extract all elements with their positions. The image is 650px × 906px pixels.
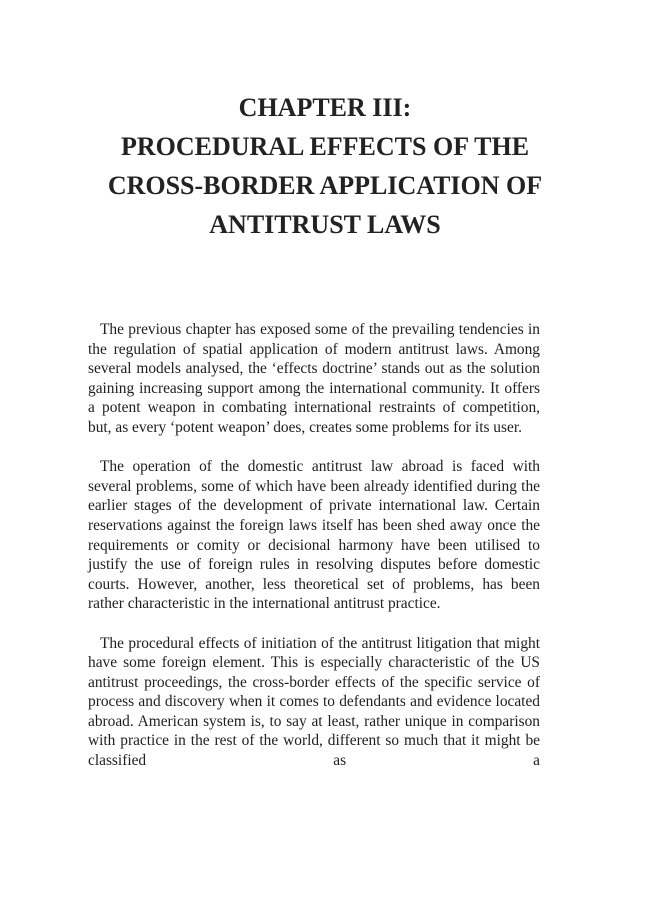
body-text: [88, 320, 540, 771]
chapter-title-line-2: CROSS-BORDER APPLICATION OF: [107, 171, 543, 200]
chapter-title-line-3: ANTITRUST LAWS: [209, 210, 441, 239]
paragraph-1: The previous chapter has exposed some of the prevailing tendencies in the regulation of spatial application of modern antitrust laws. Among several models analysed, the ‘effects doctrine’ stands out as the solution gaining increasing support among the international community. It offers a potent weapon in combating international restraints of competition, but, as every ‘potent weapon’ does, creates some problems for its user.: [88, 321, 540, 436]
paragraph-2: The operation of the domestic antitrust law abroad is faced with several problems, some of which have been already identified during the earlier stages of the development of private international law. Certain reservations against the foreign laws itself has been shed away once the requirements or comity or decisional harmony have been utilised to justify the use of foreign rules in resolving disputes before domestic courts. However, another, less theoretical set of problems, has been rather characteristic in the international antitrust practice.: [88, 458, 540, 613]
paragraph-3: The procedural effects of initiation of the antitrust litigation that might have some foreign element. This is especially characteristic of the US antitrust proceedings, the cross-border effects of the specific service of process and discovery when it comes to defendants and evidence located abroad. American system is, to say at least, rather unique in comparison with practice in the rest of the world, different so much that it might be classified as a: [88, 634, 540, 770]
chapter-label: CHAPTER III:: [238, 93, 412, 122]
chapter-heading: [60, 88, 590, 244]
chapter-title-line-1: PROCEDURAL EFFECTS OF THE: [120, 132, 530, 161]
